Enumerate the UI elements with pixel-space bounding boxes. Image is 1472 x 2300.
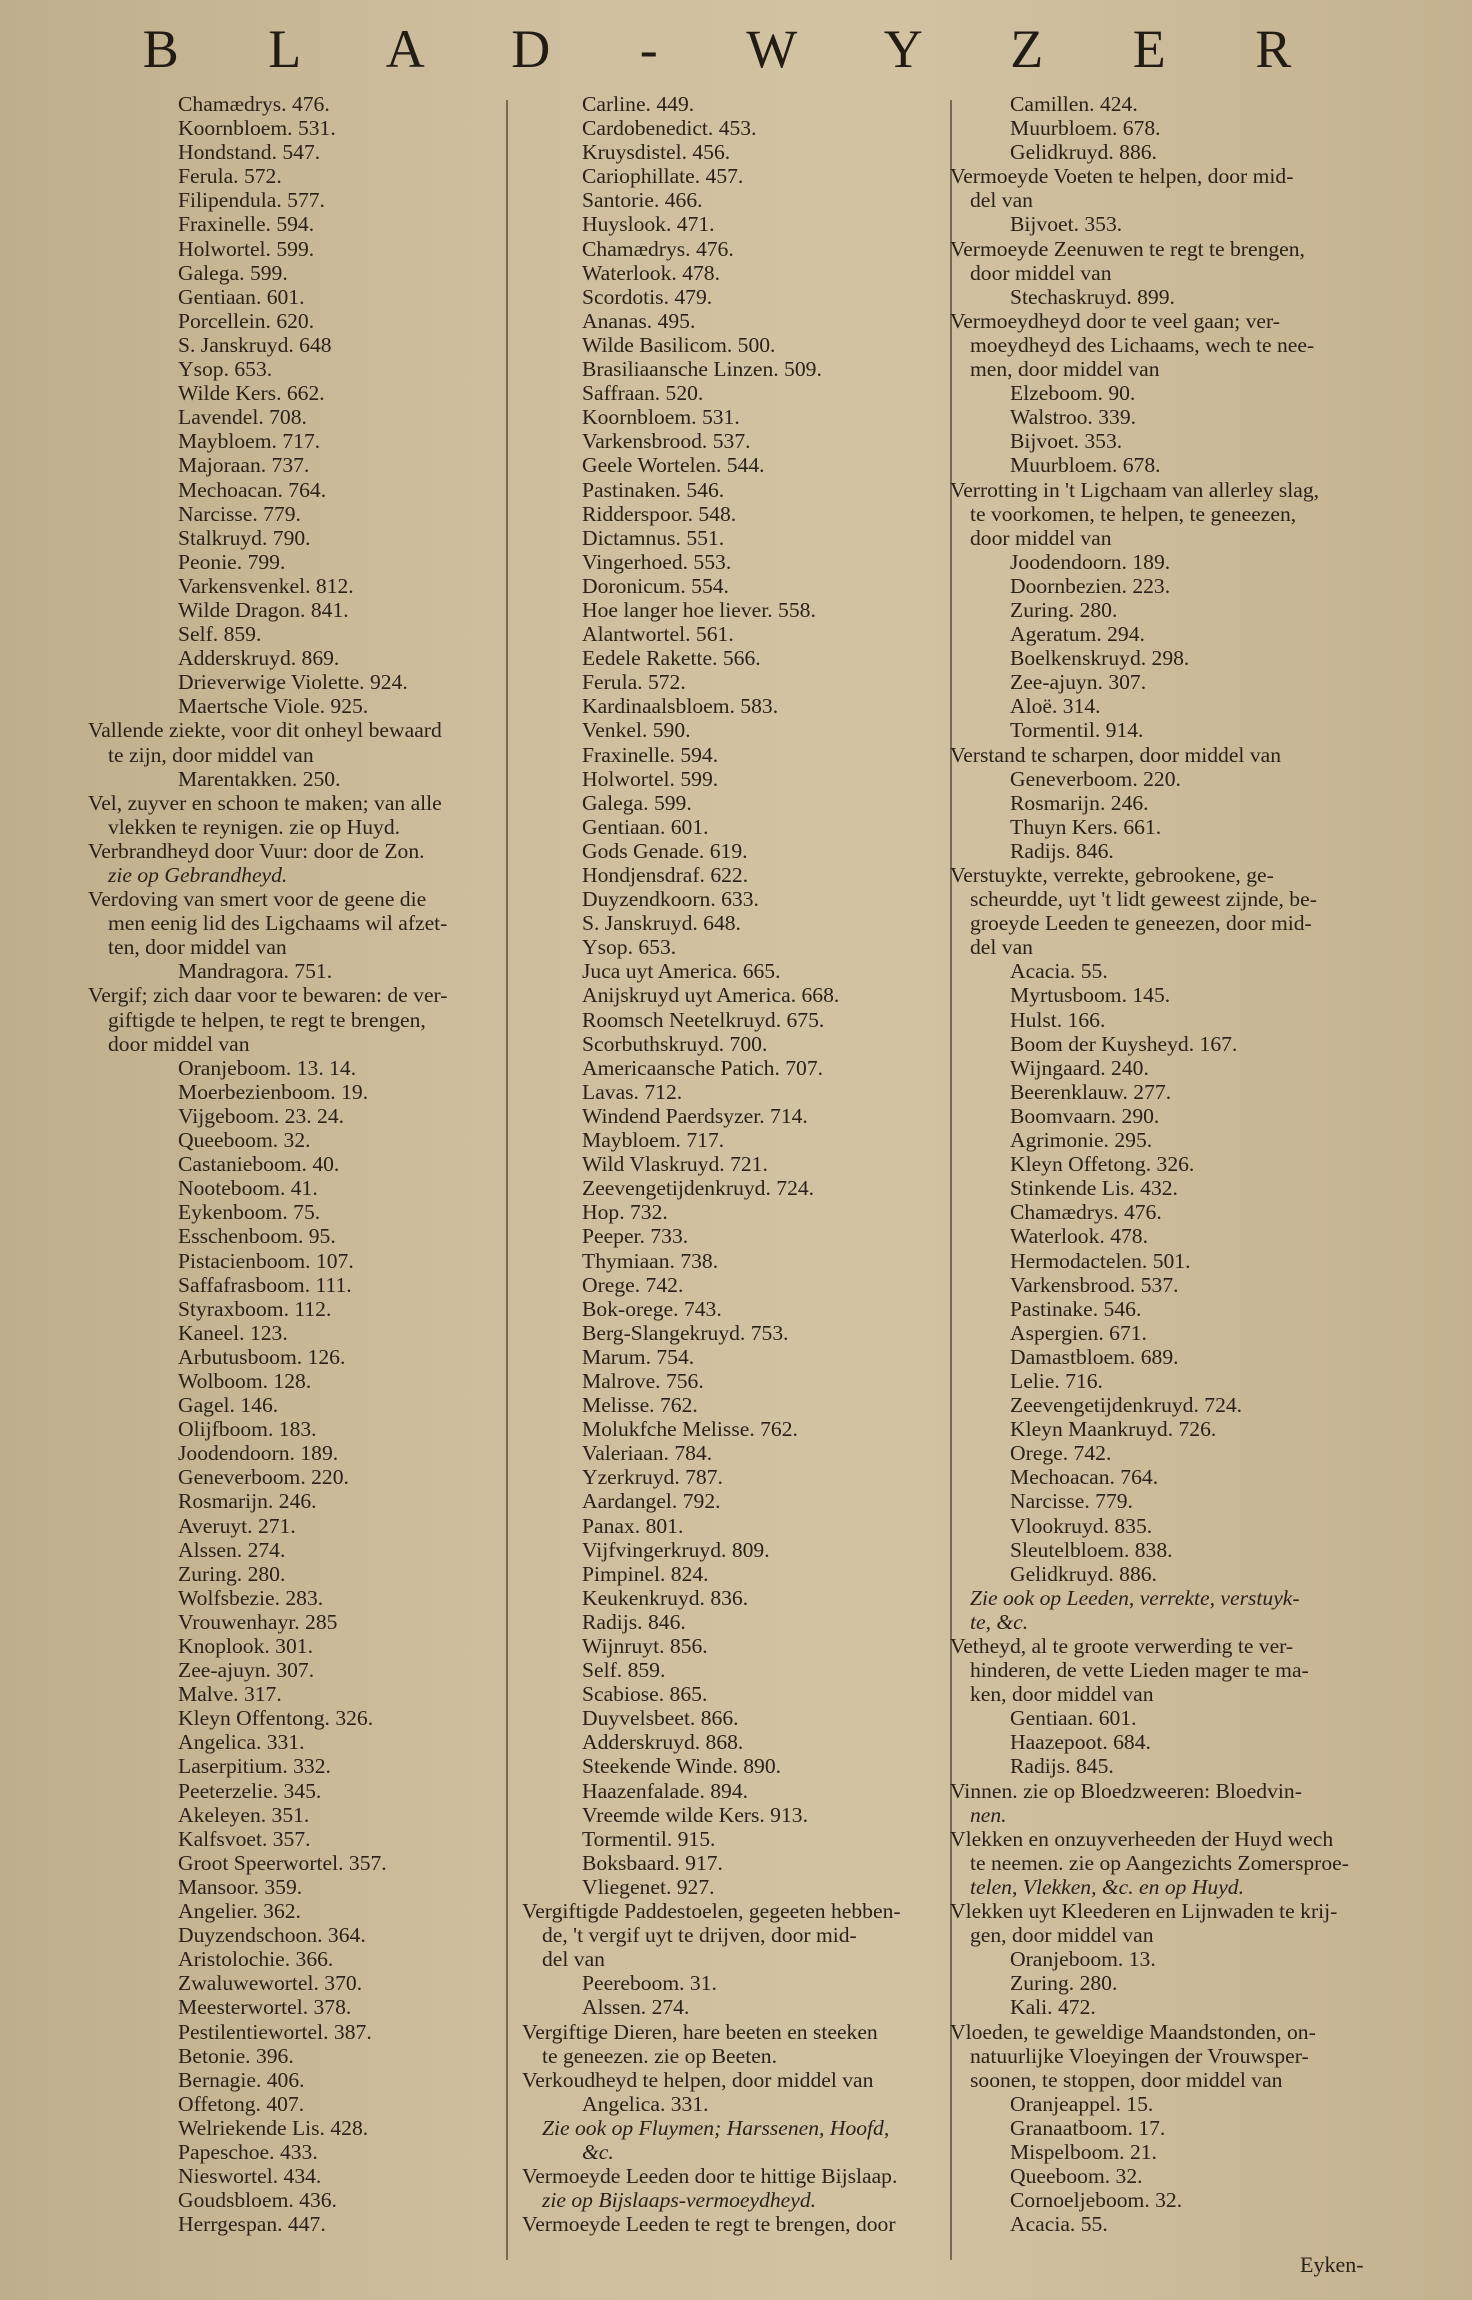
- index-entry: Pistacienboom. 107.: [178, 1248, 354, 1273]
- index-entry: Olijfboom. 183.: [178, 1417, 317, 1442]
- index-entry: Stalkruyd. 790.: [178, 525, 311, 550]
- index-entry: Narcisse. 779.: [1010, 1489, 1133, 1514]
- index-entry: Maertsche Viole. 925.: [178, 694, 369, 719]
- index-entry: Ridderspoor. 548.: [582, 501, 737, 526]
- index-entry: Mandragora. 751.: [178, 959, 333, 984]
- index-entry: Tormentil. 914.: [1010, 718, 1144, 743]
- index-entry: ten, door middel van: [108, 935, 287, 960]
- index-entry: Malrove. 756.: [582, 1368, 704, 1393]
- index-entry: Pastinake. 546.: [1010, 1296, 1142, 1321]
- index-entry: Juca uyt America. 665.: [582, 959, 781, 984]
- index-entry: Huyslook. 471.: [582, 212, 715, 237]
- index-entry: Angelica. 331.: [178, 1730, 305, 1755]
- index-entry: Geele Wortelen. 544.: [582, 453, 765, 478]
- index-entry: Holwortel. 599.: [582, 766, 719, 791]
- index-entry: Hondjensdraf. 622.: [582, 863, 749, 887]
- index-entry: Bijvoet. 353.: [1010, 212, 1123, 237]
- index-entry: Agrimonie. 295.: [1010, 1128, 1153, 1153]
- index-entry: Bijvoet. 353.: [1010, 429, 1123, 454]
- index-entry: Aspergien. 671.: [1010, 1320, 1147, 1345]
- index-entry: Joodendoorn. 189.: [1010, 549, 1171, 574]
- index-entry: Eedele Rakette. 566.: [582, 646, 761, 671]
- index-entry: Verbrandheyd door Vuur: door de Zon.: [88, 838, 425, 863]
- index-entry: Muurbloem. 678.: [1010, 453, 1161, 478]
- index-entry: Castanieboom. 40.: [178, 1152, 340, 1177]
- index-entry: Alssen. 274.: [582, 1995, 690, 2020]
- index-entry: Welriekende Lis. 428.: [178, 2115, 369, 2140]
- index-entry: Mechoacan. 764.: [1010, 1465, 1159, 1490]
- index-entry: Beerenklauw. 277.: [1010, 1079, 1172, 1104]
- index-entry: Zee-ajuyn. 307.: [1010, 670, 1147, 695]
- index-entry: Muurbloem. 678.: [1010, 116, 1161, 141]
- index-entry: Peeper. 733.: [582, 1224, 689, 1249]
- index-entry: Narcisse. 779.: [178, 501, 301, 526]
- index-entry: Maybloem. 717.: [178, 429, 321, 454]
- index-entry: Pestilentiewortel. 387.: [178, 2019, 372, 2044]
- index-entry: Kleyn Offetong. 326.: [1010, 1152, 1195, 1177]
- index-entry: Verkoudheyd te helpen, door middel van: [522, 2067, 874, 2092]
- index-entry: Hop. 732.: [582, 1200, 668, 1225]
- index-entry: &c.: [582, 2139, 614, 2164]
- index-entry: te zijn, door middel van: [108, 742, 314, 767]
- index-entry: scheurdde, uyt 't lidt geweest zijnde, be-: [970, 887, 1317, 912]
- index-entry: Gelidkruyd. 886.: [1010, 1561, 1157, 1586]
- index-entry: Mispelboom. 21.: [1010, 2139, 1157, 2164]
- index-entry: Vijgeboom. 23. 24.: [178, 1103, 345, 1128]
- index-entry: Walstroo. 339.: [1010, 405, 1137, 430]
- index-entry: Herrgespan. 447.: [178, 2212, 326, 2237]
- index-entry: Verstand te scharpen, door middel van: [950, 742, 1282, 767]
- index-entry: soonen, te stoppen, door middel van: [970, 2067, 1283, 2092]
- index-entry: Panax. 801.: [582, 1513, 684, 1538]
- index-entry: Vingerhoed. 553.: [582, 549, 732, 574]
- index-entry: Peonie. 799.: [178, 549, 286, 574]
- index-entry: Vetheyd, al te groote verwerding te ver-: [950, 1634, 1294, 1658]
- index-entry: Ysop. 653.: [178, 357, 273, 382]
- index-entry: Cariophillate. 457.: [582, 164, 744, 189]
- catchword: Eyken-: [1300, 2252, 1364, 2277]
- index-entry: Vergif; zich daar voor te bewaren: de ver-: [88, 983, 448, 1008]
- index-entry: Vergiftige Dieren, hare beeten en steeken: [522, 2019, 878, 2044]
- index-entry: Vermoeyde Leeden door te hittige Bijslaap.: [522, 2164, 898, 2189]
- index-entry: Marentakken. 250.: [178, 766, 341, 791]
- index-entry: Koornbloem. 531.: [178, 116, 336, 141]
- index-entry: natuurlijke Vloeyingen der Vrouwsper-: [970, 2043, 1309, 2068]
- index-entry: Vloeden, te geweldige Maandstonden, on-: [950, 2019, 1316, 2044]
- index-entry: Vrouwenhayr. 285: [178, 1609, 338, 1634]
- index-entry: Mechoacan. 764.: [178, 477, 327, 502]
- index-entry: Zuring. 280.: [178, 1561, 286, 1586]
- index-entry: Acacia. 55.: [1010, 2212, 1108, 2237]
- index-entry: Berg-Slangekruyd. 753.: [582, 1320, 789, 1345]
- index-entry: Kardinaalsbloem. 583.: [582, 694, 779, 719]
- index-entry: Radijs. 845.: [1010, 1754, 1114, 1779]
- index-column-left: [88, 92, 520, 2236]
- index-entry: Aloë. 314.: [1010, 694, 1101, 719]
- index-entry: Ferula. 572.: [582, 670, 686, 695]
- index-entry: Zeevengetijdenkruyd. 724.: [582, 1176, 815, 1201]
- index-entry: Koornbloem. 531.: [582, 405, 740, 430]
- index-entry: vlekken te reynigen. zie op Huyd.: [108, 814, 401, 839]
- index-entry: Arbutusboom. 126.: [178, 1344, 346, 1369]
- index-entry: Roomsch Neetelkruyd. 675.: [582, 1007, 825, 1032]
- index-entry: Angelica. 331.: [582, 2091, 709, 2116]
- index-entry: Doronicum. 554.: [582, 573, 729, 598]
- index-entry: Malve. 317.: [178, 1682, 282, 1707]
- index-entry: Aardangel. 792.: [582, 1489, 721, 1514]
- index-entry: Fraxinelle. 594.: [178, 212, 315, 237]
- index-entry: Venkel. 590.: [582, 718, 691, 743]
- index-entry: Vliegenet. 927.: [582, 1874, 715, 1899]
- index-entry: Tormentil. 915.: [582, 1826, 716, 1851]
- index-entry: Kleyn Offentong. 326.: [178, 1706, 374, 1731]
- index-entry: Gelidkruyd. 886.: [1010, 140, 1157, 165]
- index-entry: Santorie. 466.: [582, 188, 703, 213]
- index-entry: Adderskruyd. 869.: [178, 646, 340, 671]
- index-entry: Marum. 754.: [582, 1344, 695, 1369]
- index-entry: Ananas. 495.: [582, 308, 696, 333]
- index-entry: Keukenkruyd. 836.: [582, 1585, 749, 1610]
- index-entry: Bernagie. 406.: [178, 2067, 305, 2092]
- index-entry: Averuyt. 271.: [178, 1513, 296, 1538]
- index-entry: Groot Speerwortel. 357.: [178, 1850, 387, 1875]
- index-entry: Saffraan. 520.: [582, 381, 704, 406]
- index-entry: Nieswortel. 434.: [178, 2164, 322, 2189]
- index-entry: Offetong. 407.: [178, 2091, 305, 2116]
- index-entry: Wilde Basilicom. 500.: [582, 332, 776, 357]
- index-entry: Acacia. 55.: [1010, 959, 1108, 984]
- index-entry: S. Janskruyd. 648: [178, 332, 332, 357]
- index-entry: Ferula. 572.: [178, 164, 282, 189]
- index-entry: Self. 859.: [178, 622, 262, 647]
- index-entry: Queeboom. 32.: [178, 1128, 311, 1153]
- index-entry: Wilde Dragon. 841.: [178, 597, 349, 622]
- index-entry: Thymiaan. 738.: [582, 1248, 719, 1273]
- index-entry: te geneezen. zie op Beeten.: [542, 2043, 778, 2068]
- index-entry: Haazenfalade. 894.: [582, 1778, 749, 1803]
- index-entry: Wilde Kers. 662.: [178, 381, 325, 406]
- index-entry: Peeterzelie. 345.: [178, 1778, 322, 1803]
- index-entry: Waterlook. 478.: [1010, 1224, 1148, 1249]
- index-entry: men eenig lid des Ligchaams wil afzet-: [108, 911, 448, 936]
- index-entry: Varkensvenkel. 812.: [178, 573, 354, 598]
- index-entry: hinderen, de vette Lieden mager te ma-: [970, 1658, 1309, 1683]
- index-entry: Oranjeappel. 15.: [1010, 2091, 1154, 2116]
- index-entry: del van: [970, 188, 1033, 213]
- index-entry: Queeboom. 32.: [1010, 2164, 1143, 2189]
- index-entry: Chamædrys. 476.: [178, 92, 330, 116]
- index-entry: Carline. 449.: [582, 92, 695, 116]
- index-entry: Radijs. 846.: [582, 1609, 686, 1634]
- index-entry: Wolfsbezie. 283.: [178, 1585, 324, 1610]
- index-entry: Vlekken uyt Kleederen en Lijnwaden te krij-: [950, 1899, 1338, 1924]
- index-entry: Verdoving van smert voor de geene die: [88, 887, 427, 912]
- index-entry: Lelie. 716.: [1010, 1368, 1103, 1393]
- index-entry: groeyde Leeden te geneezen, door mid-: [970, 911, 1312, 936]
- index-entry: Vinnen. zie op Bloedzweeren: Bloedvin-: [950, 1778, 1302, 1803]
- index-entry: Zeevengetijdenkruyd. 724.: [1010, 1393, 1243, 1418]
- index-entry: Boksbaard. 917.: [582, 1850, 723, 1875]
- index-entry: Brasiliaansche Linzen. 509.: [582, 357, 822, 382]
- index-entry: Maybloem. 717.: [582, 1128, 725, 1153]
- index-entry: Vreemde wilde Kers. 913.: [582, 1802, 808, 1827]
- index-entry: Kalfsvoet. 357.: [178, 1826, 311, 1851]
- index-entry: Steekende Winde. 890.: [582, 1754, 782, 1779]
- index-entry: Orege. 742.: [1010, 1441, 1112, 1466]
- index-entry: Windend Paerdsyzer. 714.: [582, 1103, 808, 1128]
- index-entry: Thuyn Kers. 661.: [1010, 814, 1162, 839]
- index-entry: Angelier. 362.: [178, 1899, 301, 1924]
- index-entry: Mansoor. 359.: [178, 1874, 303, 1899]
- index-entry: Adderskruyd. 868.: [582, 1730, 744, 1755]
- index-entry: Zwaluwewortel. 370.: [178, 1971, 363, 1996]
- index-entry: Peereboom. 31.: [582, 1971, 717, 1996]
- index-entry: Bok-orege. 743.: [582, 1296, 722, 1321]
- index-entry: men, door middel van: [970, 357, 1160, 382]
- index-entry: Geneverboom. 220.: [178, 1465, 349, 1490]
- index-entry: Zuring. 280.: [1010, 597, 1118, 622]
- index-column-right: [950, 92, 1370, 2236]
- index-entry: Valeriaan. 784.: [582, 1441, 713, 1466]
- index-entry: Styraxboom. 112.: [178, 1296, 332, 1321]
- index-entry: Vermoeyde Voeten te helpen, door mid-: [950, 164, 1294, 189]
- index-entry: Holwortel. 599.: [178, 236, 315, 261]
- index-entry: Radijs. 846.: [1010, 838, 1114, 863]
- index-entry: Kleyn Maankruyd. 726.: [1010, 1417, 1217, 1442]
- index-entry: Vermoeydheyd door te veel gaan; ver-: [950, 308, 1280, 333]
- index-entry: Chamædrys. 476.: [582, 236, 734, 261]
- index-entry: Scorbuthskruyd. 700.: [582, 1031, 768, 1056]
- index-entry: Camillen. 424.: [1010, 92, 1138, 116]
- index-entry: Pastinaken. 546.: [582, 477, 725, 502]
- index-entry: Stechaskruyd. 899.: [1010, 284, 1175, 309]
- index-entry: Vel, zuyver en schoon te maken; van alle: [88, 790, 442, 815]
- index-entry: Zie ook op Fluymen; Harssenen, Hoofd,: [542, 2115, 890, 2140]
- index-entry: Varkensbrood. 537.: [1010, 1272, 1179, 1297]
- index-entry: Stinkende Lis. 432.: [1010, 1176, 1178, 1201]
- index-entry: Galega. 599.: [582, 790, 692, 815]
- index-entry: del van: [970, 935, 1033, 960]
- index-entry: Akeleyen. 351.: [178, 1802, 310, 1827]
- index-entry: Duyzendschoon. 364.: [178, 1923, 366, 1948]
- index-entry: Kruysdistel. 456.: [582, 140, 731, 165]
- index-entry: Oranjeboom. 13.: [1010, 1947, 1156, 1972]
- index-entry: Goudsbloem. 436.: [178, 2188, 337, 2213]
- index-entry: telen, Vlekken, &c. en op Huyd.: [970, 1874, 1245, 1899]
- index-entry: moeydheyd des Lichaams, wech te nee-: [970, 332, 1315, 357]
- index-entry: giftigde te helpen, te regt te brengen,: [108, 1007, 426, 1032]
- index-entry: Molukfche Melisse. 762.: [582, 1417, 798, 1442]
- index-entry: Kali. 472.: [1010, 1995, 1096, 2020]
- index-entry: Nooteboom. 41.: [178, 1176, 318, 1201]
- index-entry: Vergiftigde Paddestoelen, gegeeten hebben-: [522, 1899, 901, 1924]
- index-entry: Moerbezienboom. 19.: [178, 1079, 369, 1104]
- index-entry: Verrotting in 't Ligchaam van allerley slag,: [950, 477, 1320, 502]
- index-entry: zie op Bijslaaps-vermoeydheyd.: [542, 2188, 817, 2213]
- index-entry: Rosmarijn. 246.: [178, 1489, 317, 1514]
- index-entry: Alantwortel. 561.: [582, 622, 734, 647]
- index-entry: Gagel. 146.: [178, 1393, 279, 1418]
- index-entry: Waterlook. 478.: [582, 260, 720, 285]
- index-entry: Hondstand. 547.: [178, 140, 321, 165]
- index-entry: Hulst. 166.: [1010, 1007, 1106, 1032]
- page-title: B L A D - W Y Z E R: [142, 19, 1330, 79]
- index-entry: Vlookruyd. 835.: [1010, 1513, 1153, 1538]
- index-entry: Gentiaan. 601.: [178, 284, 305, 309]
- index-entry: Papeschoe. 433.: [178, 2139, 318, 2164]
- index-entry: ken, door middel van: [970, 1682, 1154, 1707]
- index-entry: de, 't vergif uyt te drijven, door mid-: [542, 1923, 857, 1948]
- index-entry: zie op Gebrandheyd.: [108, 863, 288, 887]
- index-column-middle: [522, 92, 952, 2236]
- index-entry: Haazepoot. 684.: [1010, 1730, 1151, 1755]
- index-entry: Hermodactelen. 501.: [1010, 1248, 1191, 1273]
- index-entry: Knoplook. 301.: [178, 1634, 313, 1658]
- index-entry: Lavendel. 708.: [178, 405, 307, 430]
- index-entry: Wijngaard. 240.: [1010, 1055, 1149, 1080]
- index-entry: Scabiose. 865.: [582, 1682, 708, 1707]
- index-entry: Boomvaarn. 290.: [1010, 1103, 1160, 1128]
- index-entry: Scordotis. 479.: [582, 284, 713, 309]
- index-entry: Eykenboom. 75.: [178, 1200, 321, 1225]
- index-entry: Meesterwortel. 378.: [178, 1995, 352, 2020]
- index-entry: Ysop. 653.: [582, 935, 677, 960]
- index-entry: Saffafrasboom. 111.: [178, 1272, 352, 1297]
- index-entry: Zie ook op Leeden, verrekte, verstuyk-: [970, 1585, 1300, 1610]
- index-entry: del van: [542, 1947, 605, 1972]
- index-entry: Varkensbrood. 537.: [582, 429, 751, 454]
- index-entry: Gentiaan. 601.: [582, 814, 709, 839]
- index-entry: Wijnruyt. 856.: [582, 1634, 708, 1658]
- index-entry: nen.: [970, 1802, 1007, 1827]
- index-entry: Vallende ziekte, voor dit onheyl bewaard: [88, 718, 442, 743]
- index-entry: Zuring. 280.: [1010, 1971, 1118, 1996]
- index-entry: door middel van: [970, 525, 1112, 550]
- index-entry: Wolboom. 128.: [178, 1368, 312, 1393]
- index-entry: Kaneel. 123.: [178, 1320, 288, 1345]
- index-entry: Fraxinelle. 594.: [582, 742, 719, 767]
- index-entry: Majoraan. 737.: [178, 453, 310, 478]
- index-entry: Vermoeyde Zeenuwen te regt te brengen,: [950, 236, 1305, 261]
- index-entry: Rosmarijn. 246.: [1010, 790, 1149, 815]
- index-entry: Joodendoorn. 189.: [178, 1441, 339, 1466]
- index-entry: Laserpitium. 332.: [178, 1754, 331, 1779]
- index-entry: te, &c.: [970, 1609, 1029, 1634]
- index-entry: Duyzendkoorn. 633.: [582, 887, 759, 912]
- index-entry: Vermoeyde Leeden te regt te brengen, door: [522, 2212, 896, 2237]
- index-entry: Drieverwige Violette. 924.: [178, 670, 408, 695]
- index-entry: Self. 859.: [582, 1658, 666, 1683]
- index-entry: Gods Genade. 619.: [582, 838, 748, 863]
- index-entry: Verstuykte, verrekte, gebrookene, ge-: [950, 863, 1274, 887]
- index-entry: te neemen. zie op Aangezichts Zomersproe-: [970, 1850, 1349, 1875]
- index-entry: Oranjeboom. 13. 14.: [178, 1055, 357, 1080]
- index-entry: Myrtusboom. 145.: [1010, 983, 1171, 1008]
- index-entry: Vlekken en onzuyverheeden der Huyd wech: [950, 1826, 1334, 1851]
- index-entry: Porcellein. 620.: [178, 308, 315, 333]
- index-entry: door middel van: [970, 260, 1112, 285]
- index-entry: Ageratum. 294.: [1010, 622, 1145, 647]
- index-entry: Zee-ajuyn. 307.: [178, 1658, 315, 1683]
- index-entry: Geneverboom. 220.: [1010, 766, 1181, 791]
- index-entry: Lavas. 712.: [582, 1079, 683, 1104]
- index-entry: Orege. 742.: [582, 1272, 684, 1297]
- index-entry: te voorkomen, te helpen, te geneezen,: [970, 501, 1297, 526]
- index-entry: Yzerkruyd. 787.: [582, 1465, 723, 1490]
- index-entry: Anijskruyd uyt America. 668.: [582, 983, 840, 1008]
- index-entry: Vijfvingerkruyd. 809.: [582, 1537, 770, 1562]
- index-entry: Duyvelsbeet. 866.: [582, 1706, 739, 1731]
- index-entry: Damastbloem. 689.: [1010, 1344, 1179, 1369]
- index-entry: Melisse. 762.: [582, 1393, 698, 1418]
- index-entry: Filipendula. 577.: [178, 188, 325, 213]
- index-entry: Alssen. 274.: [178, 1537, 286, 1562]
- index-entry: Hoe langer hoe liever. 558.: [582, 597, 816, 622]
- index-entry: door middel van: [108, 1031, 250, 1056]
- index-entry: Boelkenskruyd. 298.: [1010, 646, 1190, 671]
- index-entry: Sleutelbloem. 838.: [1010, 1537, 1173, 1562]
- index-entry: Granaatboom. 17.: [1010, 2115, 1166, 2140]
- index-entry: Chamædrys. 476.: [1010, 1200, 1162, 1225]
- index-entry: Gentiaan. 601.: [1010, 1706, 1137, 1731]
- index-entry: Wild Vlaskruyd. 721.: [582, 1152, 768, 1177]
- index-entry: Boom der Kuysheyd. 167.: [1010, 1031, 1238, 1056]
- index-entry: Cornoeljeboom. 32.: [1010, 2188, 1183, 2213]
- index-entry: Dictamnus. 551.: [582, 525, 725, 550]
- index-entry: Elzeboom. 90.: [1010, 381, 1136, 406]
- index-entry: gen, door middel van: [970, 1923, 1154, 1948]
- index-entry: Pimpinel. 824.: [582, 1561, 709, 1586]
- index-entry: Americaansche Patich. 707.: [582, 1055, 824, 1080]
- index-entry: Galega. 599.: [178, 260, 288, 285]
- index-entry: S. Janskruyd. 648.: [582, 911, 741, 936]
- index-entry: Betonie. 396.: [178, 2043, 294, 2068]
- index-entry: Aristolochie. 366.: [178, 1947, 334, 1972]
- index-entry: Esschenboom. 95.: [178, 1224, 336, 1249]
- index-entry: Doornbezien. 223.: [1010, 573, 1171, 598]
- index-entry: Cardobenedict. 453.: [582, 116, 757, 141]
